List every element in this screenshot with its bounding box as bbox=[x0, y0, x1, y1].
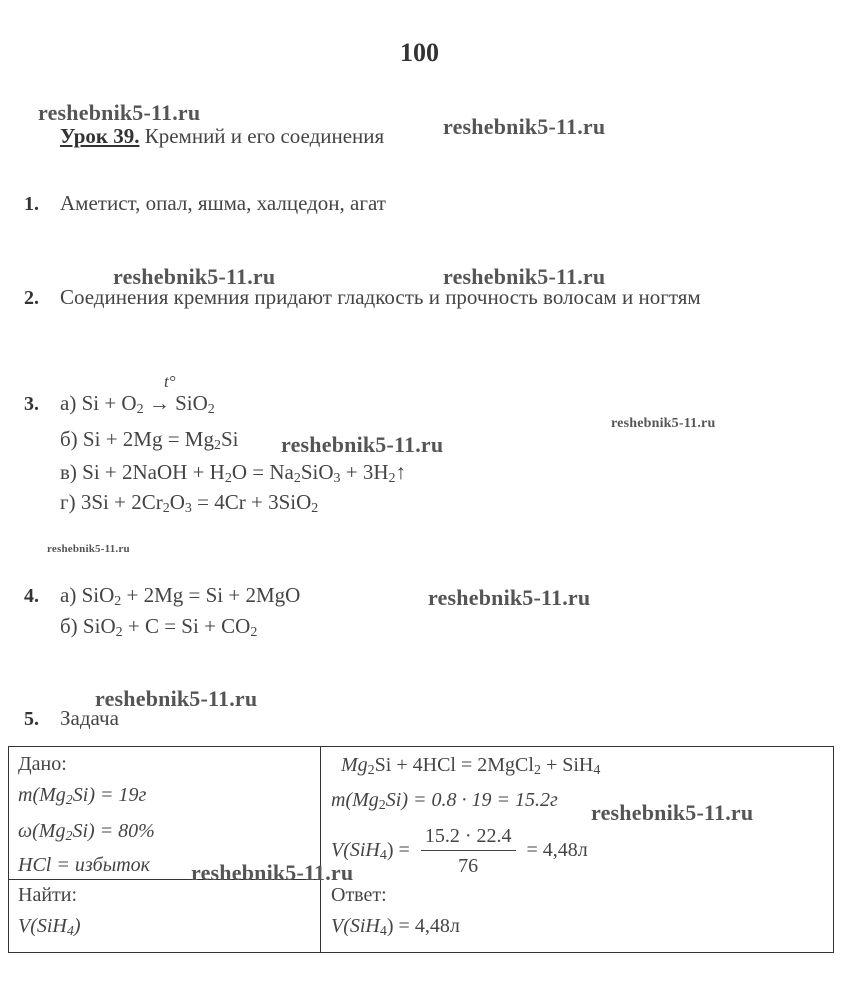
reaction-a: а) $Si + O_2 \to SiO_2$ bbox=[60, 391, 215, 417]
item-number: 4. bbox=[24, 585, 39, 607]
item-text: Задача bbox=[60, 706, 119, 730]
watermark: reshebnik5-11.ru bbox=[191, 860, 354, 885]
item-number: 3. bbox=[24, 393, 39, 415]
column-divider bbox=[320, 747, 321, 952]
lesson-number: Урок 39. bbox=[60, 124, 140, 148]
page-number: 100 bbox=[400, 38, 439, 67]
item-number: 2. bbox=[24, 287, 39, 309]
answer-label: Ответ: bbox=[331, 884, 387, 906]
lesson-title: Кремний и его соединения bbox=[144, 124, 385, 148]
reaction-a: а) SiO$_2$ + 2Mg = Si + 2MgO bbox=[60, 583, 301, 609]
given-fraction: $\omega(Mg_2Si) = 80\%$ bbox=[18, 820, 155, 844]
watermark: reshebnik5-11.ru bbox=[113, 264, 276, 289]
given-hcl: HCl = избыток bbox=[18, 854, 151, 876]
watermark: reshebnik5-11.ru bbox=[281, 432, 444, 457]
watermark: reshebnik5-11.ru bbox=[443, 264, 606, 289]
item-text: Соединения кремния придают гладкость и прочность волосам и ногтям bbox=[60, 285, 701, 309]
mass-calculation: $m(Mg_2Si) = 0.8 \cdot 19 = 15.2г$ bbox=[331, 789, 558, 813]
item-text: Аметист, опал, яшма, халцедон, агат bbox=[60, 191, 386, 215]
arrow-icon: → bbox=[148, 391, 170, 415]
given-mass: $m(Mg_2Si) = 19г$ bbox=[18, 784, 147, 808]
equation: $Mg_2Si + 4HCl$ = 2MgCl$_2$ + SiH$_4$ bbox=[341, 754, 601, 778]
volume-calculation: V(SiH$_4$) = $\frac{15.2 \cdot 22.4}{76}$ = 4,48л bbox=[331, 825, 588, 877]
condition-label: t° bbox=[164, 372, 176, 391]
lesson-heading bbox=[60, 124, 384, 149]
reaction-c: в) Si + 2NaOH + $H_2O = Na_2SiO_3$ + $3H_2↑$ bbox=[60, 460, 407, 486]
item-number: 1. bbox=[24, 193, 39, 215]
watermark: reshebnik5-11.ru bbox=[611, 416, 716, 431]
watermark: reshebnik5-11.ru bbox=[95, 686, 258, 711]
watermark: reshebnik5-11.ru bbox=[47, 543, 130, 555]
reaction-b: б) $SiO_2 + C = Si + CO_2$ bbox=[60, 614, 258, 640]
answer-value: V(SiH$_4$) = 4,48л bbox=[331, 915, 460, 939]
reaction-b: б) $Si + 2Mg = Mg_2Si$ bbox=[60, 427, 239, 453]
task-table bbox=[8, 746, 834, 953]
fraction: $\frac{15.2 \cdot 22.4}{76}$ bbox=[421, 825, 516, 878]
watermark: reshebnik5-11.ru bbox=[428, 585, 591, 610]
given-label: Дано: bbox=[18, 753, 67, 775]
watermark: reshebnik5-11.ru bbox=[591, 800, 754, 825]
item-number: 5. bbox=[24, 708, 39, 730]
find-value: V(SiH$_4$) bbox=[18, 915, 81, 939]
watermark: reshebnik5-11.ru bbox=[38, 100, 201, 125]
find-label: Найти: bbox=[18, 884, 78, 906]
watermark: reshebnik5-11.ru bbox=[443, 114, 606, 139]
reaction-d: г) $3Si + 2Cr_2O_3 = 4Cr + 3SiO_2$ bbox=[60, 490, 319, 516]
